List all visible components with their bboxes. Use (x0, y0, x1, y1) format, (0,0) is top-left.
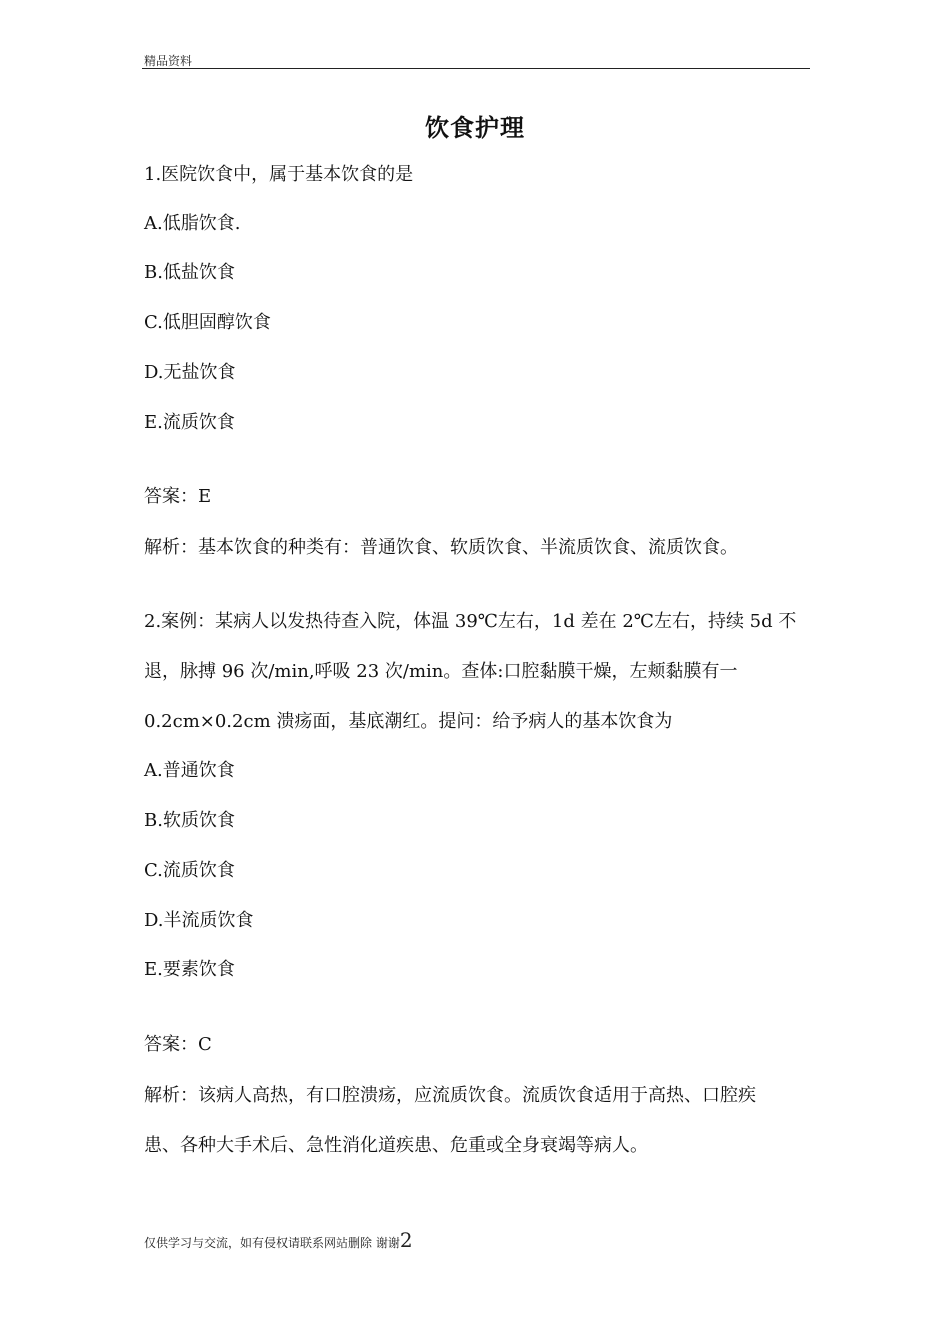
q2-option-a: A.普通饮食 (144, 760, 235, 781)
q1-analysis: 解析：基本饮食的种类有：普通饮食、软质饮食、半流质饮食、流质饮食。 (144, 537, 738, 558)
q2-analysis-line-1: 解析：该病人高热，有口腔溃疡，应流质饮食。流质饮食适用于高热、口腔疾 (144, 1085, 756, 1106)
footer (144, 1228, 413, 1252)
header-label: 精品资料 (144, 54, 193, 68)
q2-question-line-3: 0.2cm×0.2cm 溃疡面，基底潮红。提问：给予病人的基本饮食为 (144, 711, 673, 732)
q1-question: 1.医院饮食中，属于基本饮食的是 (144, 164, 414, 185)
q2-option-d: D.半流质饮食 (144, 910, 254, 931)
header-rule (142, 68, 810, 69)
q1-option-e: E.流质饮食 (144, 412, 235, 433)
q2-question-line-2: 退，脉搏 96 次/min,呼吸 23 次/min。查体:口腔黏膜干燥，左颊黏膜有一 (144, 661, 738, 682)
q2-option-e: E.要素饮食 (144, 959, 235, 980)
q2-analysis-line-2: 患、各种大手术后、急性消化道疾患、危重或全身衰竭等病人。 (144, 1135, 648, 1156)
q1-answer: 答案：E (144, 486, 212, 507)
q1-option-d: D.无盐饮食 (144, 362, 236, 383)
q1-option-a: A.低脂饮食. (144, 213, 241, 234)
q1-option-c: C.低胆固醇饮食 (144, 312, 271, 333)
q2-question-line-1: 2.案例：某病人以发热待查入院，体温 39℃左右，1d 差在 2℃左右，持续 5d 不 (144, 611, 797, 632)
q2-answer: 答案：C (144, 1034, 212, 1055)
page-number: 2 (399, 1228, 413, 1252)
footer-text: 仅供学习与交流，如有侵权请联系网站删除 谢谢 (144, 1236, 400, 1250)
page-title: 饮食护理 (425, 114, 525, 142)
q1-option-b: B.低盐饮食 (144, 262, 235, 283)
q2-option-b: B.软质饮食 (144, 810, 235, 831)
q2-option-c: C.流质饮食 (144, 860, 235, 881)
